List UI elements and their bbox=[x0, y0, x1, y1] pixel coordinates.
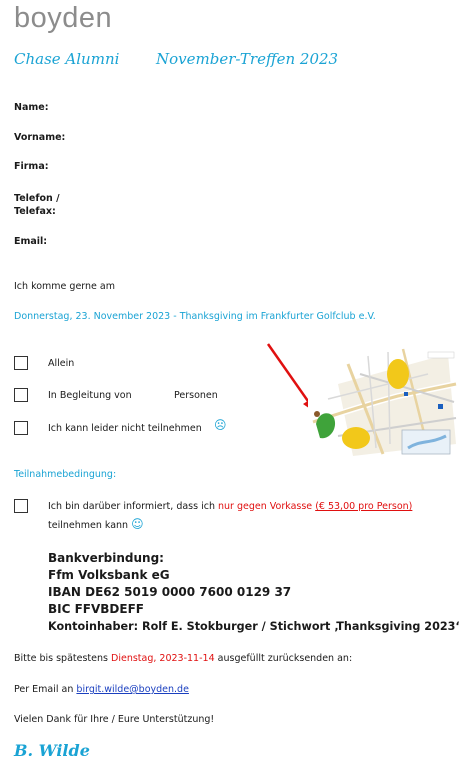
intro-text: Ich komme gerne am bbox=[14, 281, 115, 292]
allein-checkbox[interactable] bbox=[14, 356, 28, 370]
deadline-after: ausgefüllt zurücksenden an: bbox=[217, 653, 353, 664]
telefon-label: Telefon / bbox=[14, 193, 60, 204]
conditions-text2: teilnehmen kann bbox=[48, 520, 129, 531]
header-left-title: Chase Alumni bbox=[14, 50, 120, 68]
boyden-logo: boyden bbox=[14, 2, 113, 34]
name-label: Name: bbox=[14, 102, 49, 113]
absage-checkbox[interactable] bbox=[14, 421, 28, 435]
telefax-label: Telefax: bbox=[14, 206, 56, 217]
bank-bic: BIC FFVBDEFF bbox=[48, 602, 144, 616]
conditions-checkbox[interactable] bbox=[14, 499, 28, 513]
bank-iban: IBAN DE62 5019 0000 7600 0129 37 bbox=[48, 585, 292, 599]
email-prefix: Per Email an bbox=[14, 684, 74, 695]
conditions-amount: (€ 53,00 pro Person) bbox=[315, 501, 413, 512]
location-map-image bbox=[308, 344, 458, 458]
header-right-title: November-Treffen 2023 bbox=[156, 50, 339, 68]
allein-label: Allein bbox=[48, 358, 75, 369]
bank-heading: Bankverbindung: bbox=[48, 551, 164, 565]
bank-name: Ffm Volksbank eG bbox=[48, 568, 170, 582]
conditions-highlight: nur gegen Vorkasse bbox=[218, 501, 313, 512]
deadline-before: Bitte bis spätestens bbox=[14, 653, 108, 664]
event-line: Donnerstag, 23. November 2023 - Thanksgiving im Frankfurter Golfclub e.V. bbox=[14, 311, 376, 322]
sad-face-icon: ☹ bbox=[214, 418, 227, 432]
email-label: Email: bbox=[14, 236, 48, 247]
thanks-text: Vielen Dank für Ihre / Eure Unterstützung! bbox=[14, 714, 215, 725]
begleitung-checkbox[interactable] bbox=[14, 388, 28, 402]
smile-face-icon: ☺ bbox=[131, 517, 144, 531]
deadline-line bbox=[14, 653, 352, 664]
signature: B. Wilde bbox=[14, 741, 90, 760]
email-line bbox=[14, 684, 189, 695]
firma-label: Firma: bbox=[14, 161, 49, 172]
conditions-text1: Ich bin darüber informiert, dass ich bbox=[48, 501, 215, 512]
vorname-label: Vorname: bbox=[14, 132, 66, 143]
conditions-text-line2 bbox=[48, 517, 144, 531]
personen-label: Personen bbox=[174, 390, 218, 401]
bank-holder: Kontoinhaber: Rolf E. Stokburger / Stichwort ‚Thanksgiving 2023‘ bbox=[48, 620, 460, 633]
deadline-date: Dienstag, 2023-11-14 bbox=[111, 653, 215, 664]
conditions-text-line1 bbox=[48, 501, 412, 512]
conditions-heading: Teilnahmebedingung: bbox=[14, 469, 117, 480]
email-link[interactable]: birgit.wilde@boyden.de bbox=[76, 684, 189, 695]
begleitung-label: In Begleitung von bbox=[48, 390, 132, 401]
absage-label: Ich kann leider nicht teilnehmen bbox=[48, 423, 202, 434]
